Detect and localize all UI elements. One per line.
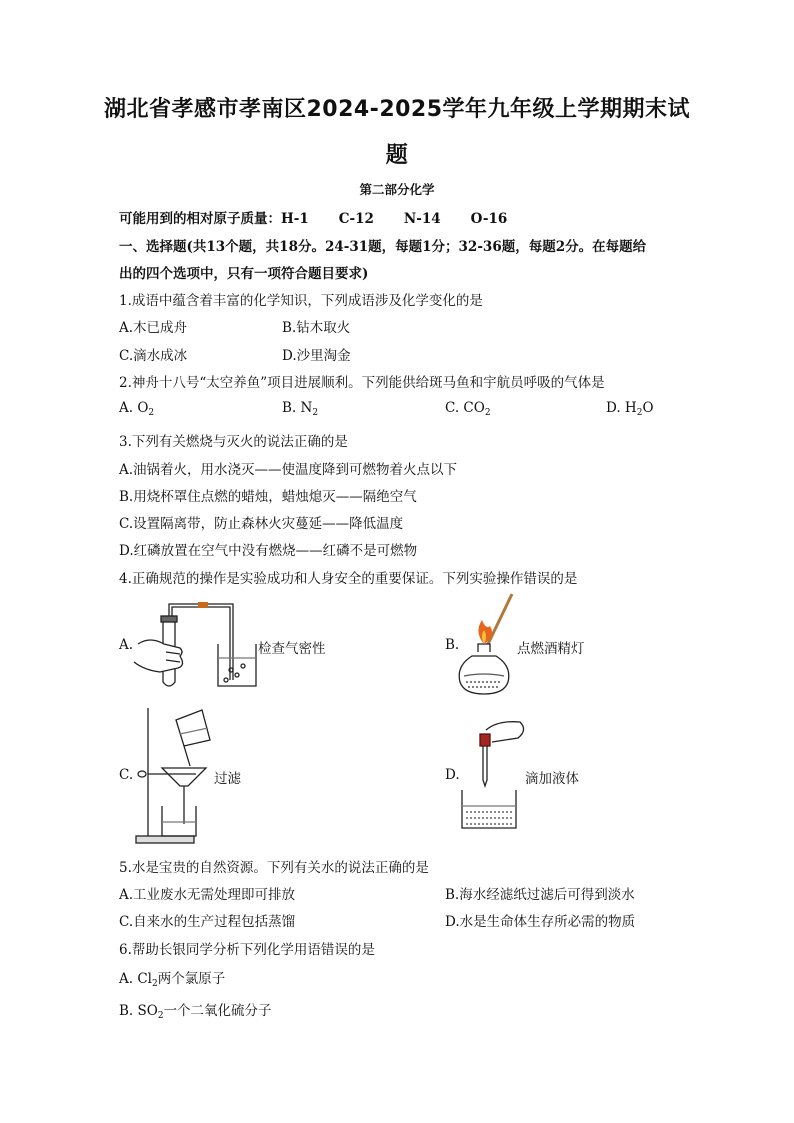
- q1-option-c: C.滴水成冰: [119, 348, 188, 364]
- q5-option-a: A.工业废水无需处理即可排放: [119, 887, 296, 903]
- q3-option-b: B.用烧杯罩住点燃的蜡烛，蜡烛熄灭——隔绝空气: [119, 489, 417, 505]
- q4-option-b-caption: 点燃酒精灯: [517, 641, 585, 657]
- q3-stem: 3.下列有关燃烧与灭火的说法正确的是: [119, 434, 348, 450]
- q2-option-b: B. $N_2$: [282, 400, 319, 418]
- q2-option-d: D. $H_2O$: [606, 400, 654, 418]
- q4-option-c-letter: C.: [119, 767, 134, 783]
- atomic-mass-line: [119, 207, 507, 227]
- q2-stem: 2.神舟十八号“太空养鱼”项目进展顺利。下列能供给斑马鱼和宇航员呼吸的气体是: [119, 375, 605, 391]
- q1-option-a: A.木已成舟: [119, 320, 188, 336]
- atomic-mass-c: C-12: [338, 211, 374, 227]
- q4-option-a-letter: A.: [119, 637, 134, 653]
- dropper-illustration: [458, 716, 528, 834]
- q2-option-c: C. $CO_2$: [445, 400, 491, 418]
- q5-option-d: D.水是生命体生存所必需的物质: [445, 914, 636, 930]
- section-heading: 第二部分化学: [359, 182, 435, 197]
- q1-stem: 1.成语中蕴含着丰富的化学知识，下列成语涉及化学变化的是: [119, 293, 483, 309]
- atomic-mass-o: O-16: [470, 211, 508, 227]
- q3-option-d: D.红磷放置在空气中没有燃烧——红磷不是可燃物: [119, 543, 418, 559]
- q6-stem: 6.帮助长银同学分析下列化学用语错误的是: [119, 942, 375, 958]
- q4-option-c-caption: 过滤: [214, 771, 241, 787]
- part1-heading: 一、选择题(共13个题，共18分。24-31题，每题1分；32-36题，每题2分。在每题给: [119, 239, 647, 255]
- q2-option-a: A. $O_2$: [119, 400, 155, 418]
- page-title: 湖北省孝感市孝南区2024-2025学年九年级上学期期末试: [103, 97, 691, 122]
- q3-option-c: C.设置隔离带，防止森林火灾蔓延——降低温度: [119, 516, 404, 532]
- filtration-illustration: [132, 706, 232, 846]
- q5-option-b: B.海水经滤纸过滤后可得到淡水: [445, 887, 635, 903]
- q4-stem: 4.正确规范的操作是实验成功和人身安全的重要保证。下列实验操作错误的是: [119, 571, 578, 587]
- alcohol-lamp-illustration: [452, 590, 522, 698]
- q1-option-b: B.钻木取火: [282, 320, 351, 336]
- airtightness-check-illustration: [130, 596, 260, 692]
- q5-option-c: C.自来水的生产过程包括蒸馏: [119, 914, 296, 930]
- q3-option-a: A.油锅着火，用水浇灭——使温度降到可燃物着火点以下: [119, 462, 458, 478]
- q4-option-d-letter: D.: [445, 767, 460, 783]
- atomic-mass-h: H-1: [281, 211, 309, 227]
- q4-option-a-caption: 检查气密性: [258, 641, 326, 657]
- q4-option-d-caption: 滴加液体: [525, 771, 579, 787]
- q5-stem: 5.水是宝贵的自然资源。下列有关水的说法正确的是: [119, 860, 429, 876]
- q1-option-d: D.沙里淘金: [282, 348, 351, 364]
- q6-option-b: B. $SO_2$一个二氧化硫分子: [119, 1003, 272, 1021]
- page-title-continued: 题: [385, 143, 409, 168]
- q6-option-a: A. $Cl_2$两个氯原子: [119, 971, 226, 989]
- part1-heading-continued: 出的四个选项中，只有一项符合题目要求): [119, 266, 369, 282]
- atomic-mass-label: 可能用到的相对原子质量：: [119, 211, 281, 227]
- atomic-mass-n: N-14: [403, 211, 441, 227]
- q4-option-b-letter: B.: [445, 637, 460, 653]
